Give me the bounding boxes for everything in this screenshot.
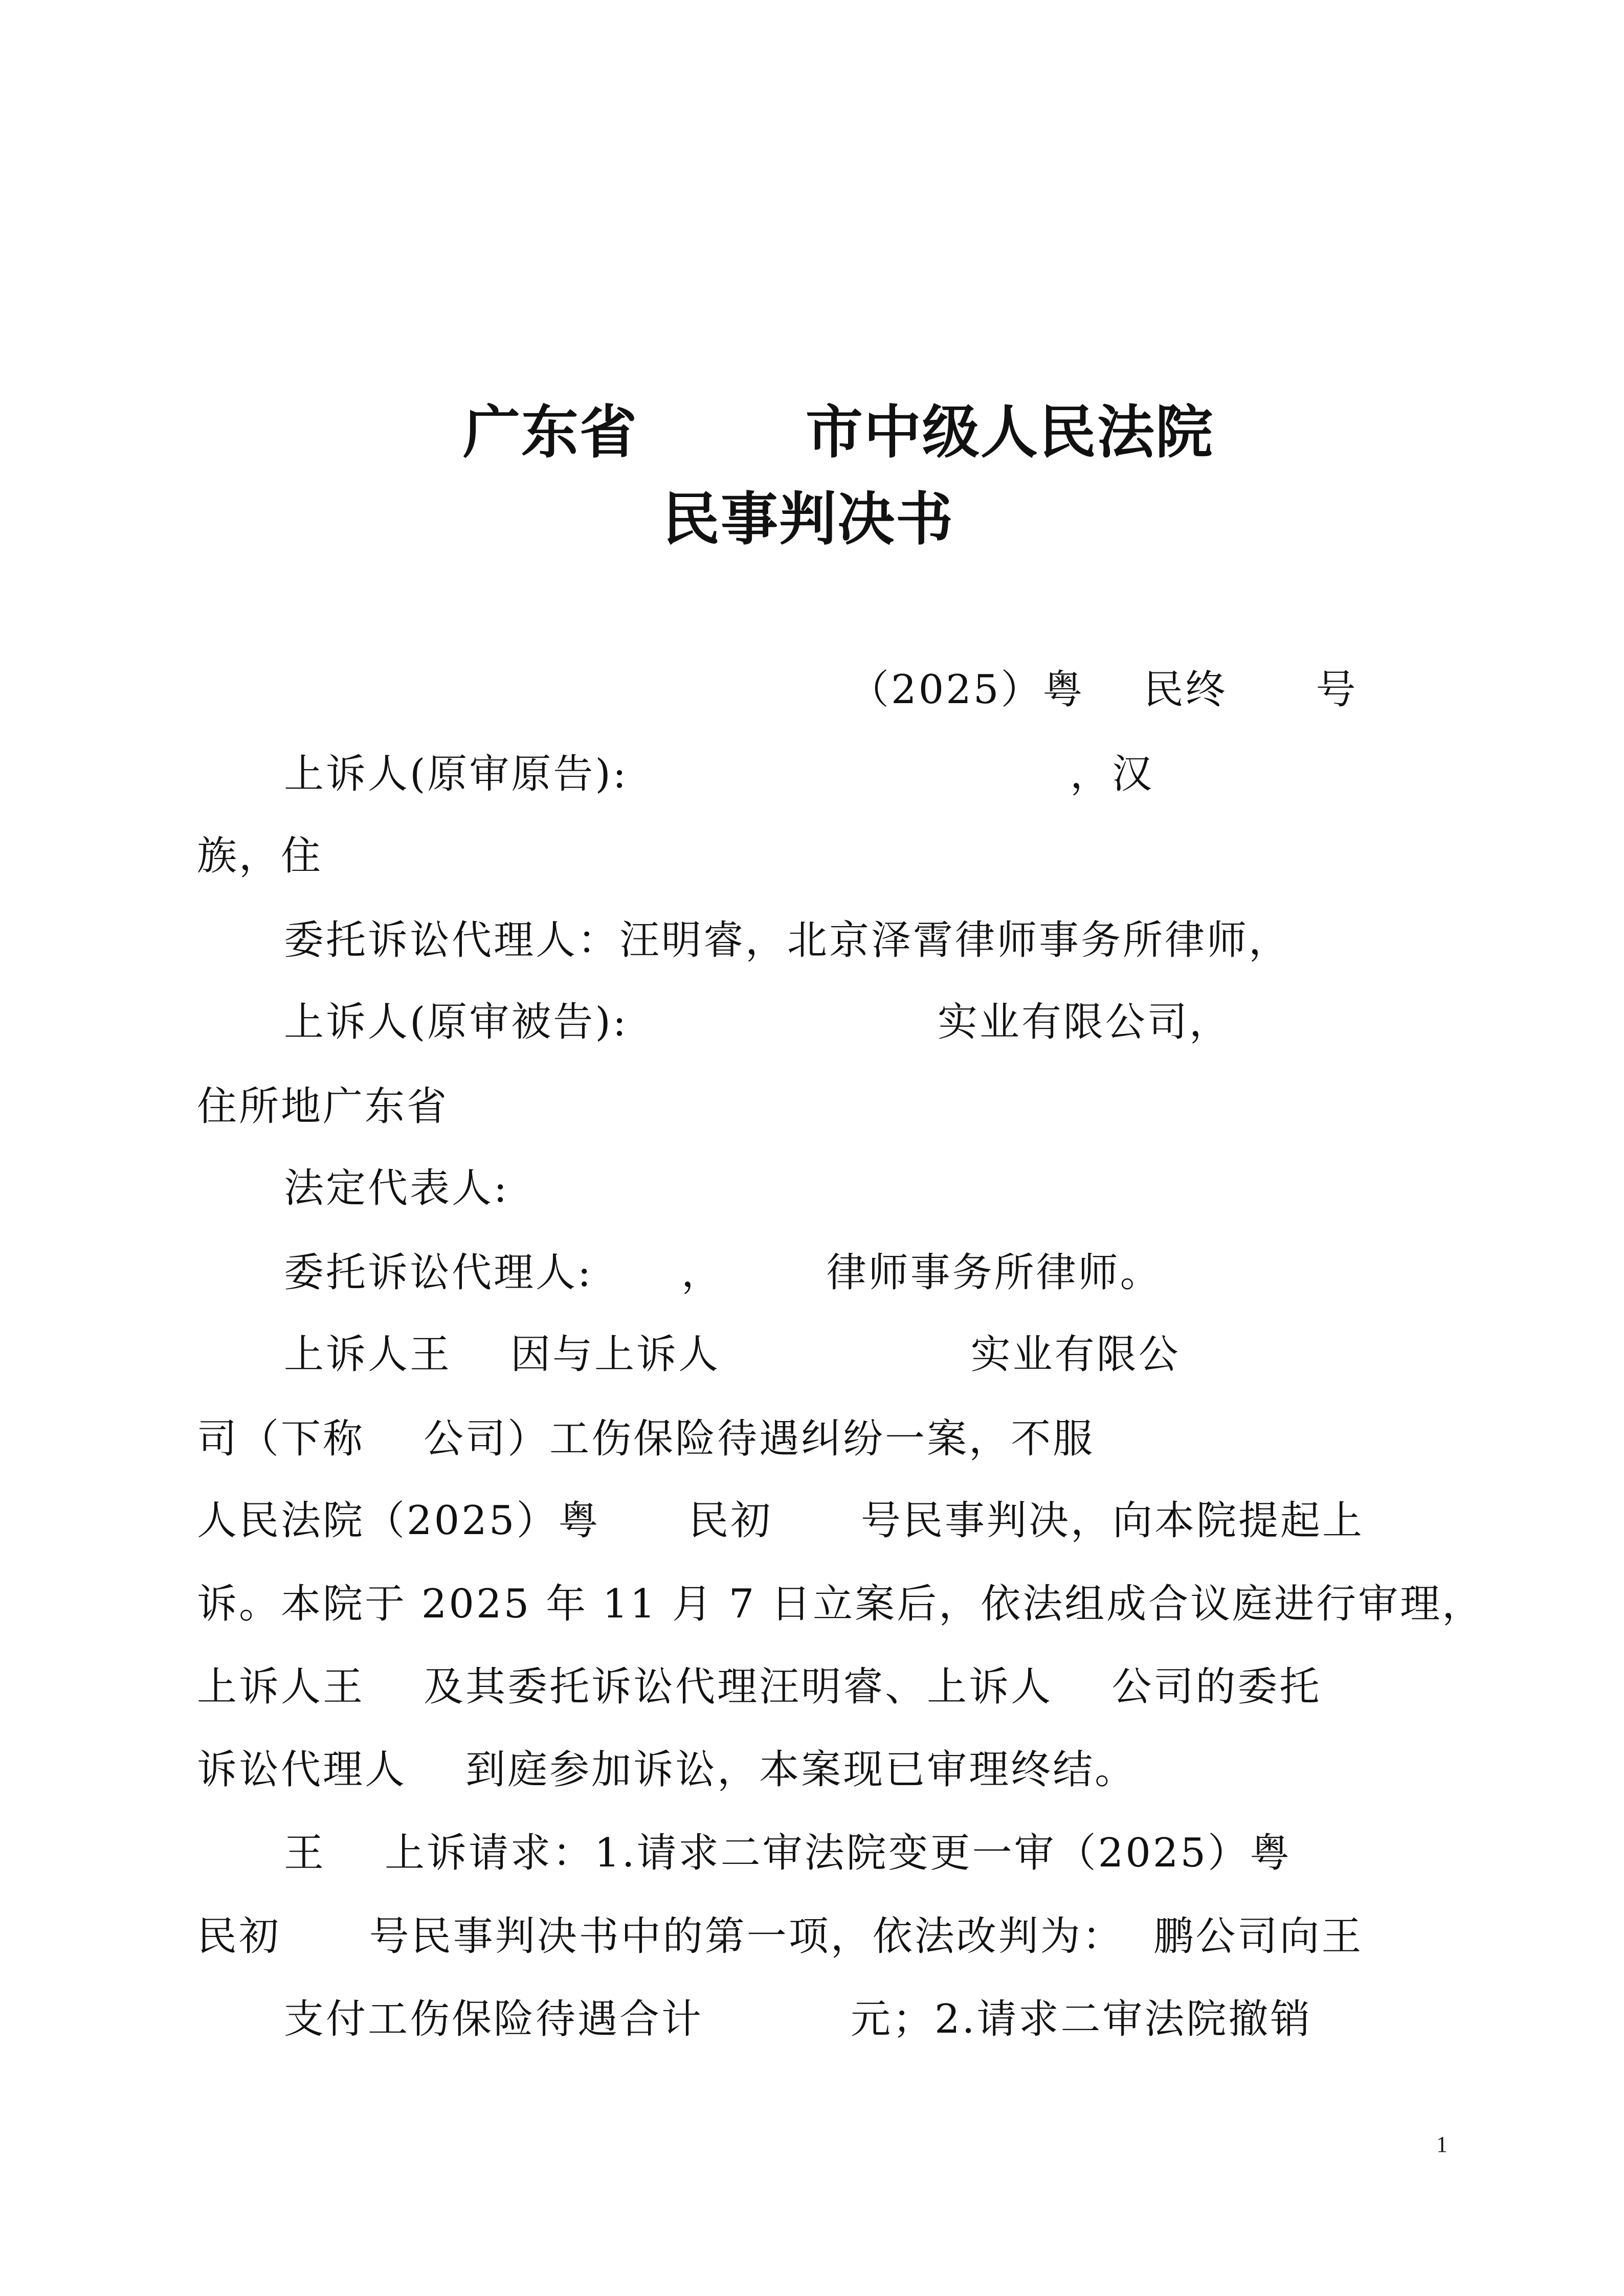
body-line: 王 上诉请求：1.请求二审法院变更一审（2025）粤 — [284, 1830, 1292, 1876]
body-line: 委托诉讼代理人: ， 律师事务所律师。 — [284, 1250, 1162, 1296]
body-line: 住所地广东省 — [197, 1084, 449, 1130]
body-line: 上诉人(原审原告): ，汉 — [284, 751, 1154, 797]
body-line: 司（下称 公司）工伤保险待遇纠纷一案，不服 — [197, 1416, 1095, 1462]
body-line: 上诉人王 及其委托诉讼代理汪明睿、上诉人 公司的委托 — [197, 1664, 1322, 1710]
body-line: 人民法院（2025）粤 民初 号民事判决，向本院提起上 — [197, 1498, 1365, 1544]
body-line: 委托诉讼代理人：汪明睿，北京泽霄律师事务所律师， — [284, 917, 1291, 963]
body-line: 上诉人王 因与上诉人 实业有限公 — [284, 1332, 1181, 1378]
body-line: 族，住 — [197, 833, 323, 879]
body-line: 民初 号民事判决书中的第一项，依法改判为： 鹏公司向王 — [197, 1914, 1364, 1960]
body-line: 诉。本院于 2025 年 11 月 7 日立案后，依法组成合议庭进行审理， — [197, 1581, 1484, 1627]
page-number: 1 — [1436, 2132, 1448, 2157]
body-line: 诉讼代理人 到庭参加诉讼，本案现已审理终结。 — [197, 1747, 1137, 1793]
body-line: 法定代表人: — [284, 1165, 509, 1211]
court-name-title: 广东省 市中级人民法院 — [463, 399, 1214, 466]
body-line: 支付工伤保险待遇合计 元；2.请求二审法院撤销 — [284, 1996, 1312, 2042]
body-line: 上诉人(原审被告): 实业有限公司， — [284, 999, 1231, 1045]
case-number: （2025）粤 民终 号 — [849, 667, 1358, 713]
document-type-title: 民事判决书 — [662, 486, 954, 553]
